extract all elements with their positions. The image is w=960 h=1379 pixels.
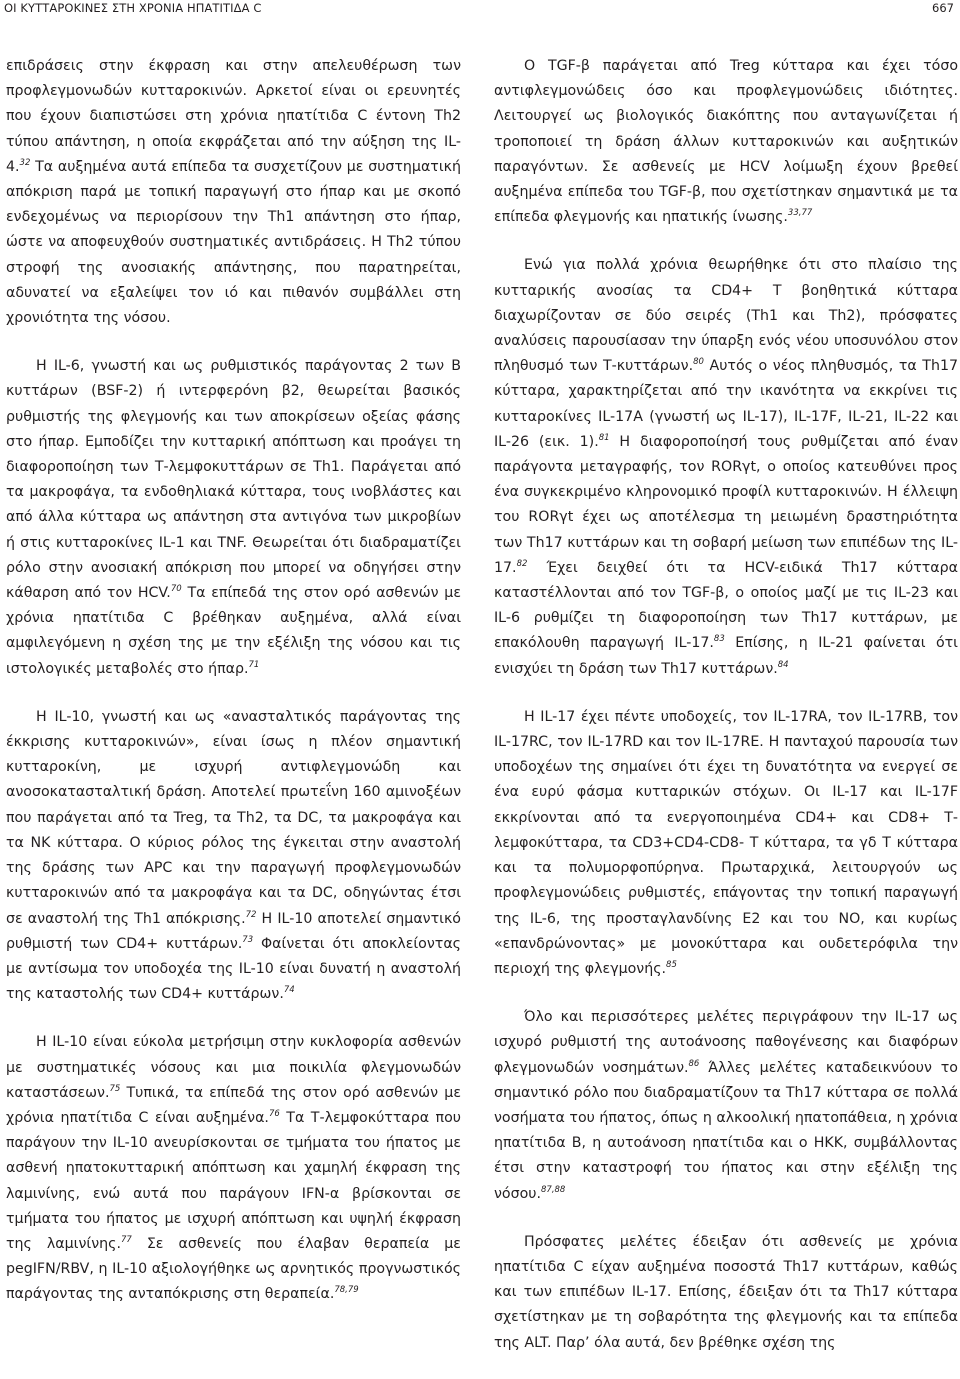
paragraph-text: Αυτός ο νέος πληθυσμός, τα Th17 κύτταρα, χαρακτηρίζεται από την ικανότητα να εκκρίνει τις κυτταροκίνες IL-17A (γνωστή ως IL-17), IL-17F, IL-21, IL-22 και IL-26 (εικ. 1). bbox=[494, 358, 959, 450]
citation: 75 bbox=[109, 1083, 121, 1094]
citation: 83 bbox=[713, 634, 725, 645]
paragraph bbox=[494, 1230, 958, 1356]
citation: 74 bbox=[283, 985, 295, 996]
citation: 32 bbox=[19, 157, 31, 168]
citation: 81 bbox=[598, 432, 610, 443]
citation: 87,88 bbox=[541, 1184, 566, 1195]
right-column bbox=[494, 54, 958, 1379]
paragraph-text: Η διαφοροποίησή τους ρυθμίζεται από έναν παράγοντα μεταγραφής, τον RORγt, ο οποίος κατευθύνει προς ένα συγκεκριμένο κληρονομικό προφίλ κυτταροκινών. Η έλλειψη του RORγt έχει ως αποτέλεσμα τη μειωμένη δραστηριότητα των Th17 κυττάρων και τη σοβαρή μείωση των επιπέδων της IL-17. bbox=[494, 433, 958, 576]
paragraph bbox=[494, 54, 958, 230]
paragraph-text: Η IL-17 έχει πέντε υποδοχείς, τον IL-17RA, τον IL-17RB, τον IL-17RC, τον IL-17RD και τον IL-17RE. Η πανταχού παρουσία των υποδοχέων της σημαίνει ότι έχει τη δυνατότητα να ενεργεί σε ένα ευρύ φάσμα κυτταρικών στόχων. Οι IL-17 και IL-17F εκκρίνονται από τα ενεργοποιημένα CD4+ και CD8+ Τ-λεμφοκύτταρα, τα CD3+CD4-CD8- Τ κύτταρα, τα γδ Τ κύτταρα και τα πολυμορφοπύρηνα. Πρωταρχικά, λειτουργούν ως προφλεγμονώδεις ρυθμιστές, επάγοντας την τοπική παραγωγή της IL-6, της προσταγλανδίνης Ε2 και του NO, και κυρίως «επανδρώνοντας» με μονοκύτταρα και ουδετερόφιλα την περιοχή της φλεγμονής. bbox=[494, 708, 958, 977]
paragraph-text: επιδράσεις στην έκφραση και στην απελευθέρωση των προφλεγμονωδών κυτταροκινών. Αρκετοί είναι οι ερευνητές που έχουν διαπιστώσει στη χρόνια ηπατίτιδα C έντονη Th2 τύπου απάντηση, η οποία εκφράζεται από την αύξηση της IL-4. bbox=[6, 58, 461, 175]
citation: 78,79 bbox=[334, 1285, 359, 1296]
citation: 86 bbox=[688, 1058, 700, 1069]
citation: 85 bbox=[666, 959, 677, 970]
paragraph bbox=[494, 1005, 958, 1207]
paragraph bbox=[6, 354, 461, 682]
left-column bbox=[6, 54, 461, 1331]
paragraph-text: Η IL-10 είναι εύκολα μετρήσιμη στην κυκλοφορία ασθενών με συστηματικές νόσους και μια ποικιλία φλεγμονωδών καταστάσεων. bbox=[6, 1034, 461, 1101]
paragraph-text: Ενώ για πολλά χρόνια θεωρήθηκε ότι στο πλαίσιο της κυτταρικής ανοσίας τα CD4+ Τ βοηθητικά κύτταρα διαχωρίζονταν σε δύο σειρές (Th1 και Th2), πρόσφατες αναλύσεις παρουσίασαν την ύπαρξη ενός νέου υποσυνόλου στον πληθυσμό των Τ-κυττάρων. bbox=[494, 257, 958, 375]
page-number: 667 bbox=[932, 1, 954, 15]
paragraph-text: Σε ασθενείς που έλαβαν θεραπεία με pegIFN/RBV, η IL-10 αξιολογήθηκε ως αρνητικός προγνωστικός παράγοντας της ανταπόκρισης στη θεραπεία. bbox=[6, 1235, 461, 1303]
citation: 77 bbox=[120, 1234, 132, 1245]
paragraph-text: Η IL-10, γνωστή και ως «ανασταλτικός παράγοντας της έκκρισης κυτταροκινών», είναι ίσως η πλέον σημαντική κυτταροκίνη, με ισχυρή αντιφλεγμονώδη και ανοσοκατασταλτική δράση. Αποτελεί πρωτεΐνη 160 αμινοξέων που παράγεται από τα Treg, τα Th2, τα DC, τα μακροφάγα και τα NK κύτταρα. Ο κύριος ρόλος της έγκειται στην αναστολή της δράσης των APC και την παραγωγή προφλεγμονωδών κυτταροκινών από τα μακροφάγα και τα DC, οδηγώντας έτσι σε αναστολή της Th1 απόκρισης. bbox=[6, 708, 461, 927]
paragraph-text: Πρόσφατες μελέτες έδειξαν ότι ασθενείς με χρόνια ηπατίτιδα C είχαν αυξημένα ποσοστά Th17 κυττάρων, καθώς και των επιπέδων IL-17. Επίσης, έδειξαν ότι τα Th17 κύτταρα σχετίστηκαν με τη σοβαρότητα της φλεγμονής και τα επίπεδα της ALT. Παρ’ όλα αυτά, δεν βρέθηκε σχέση της bbox=[494, 1233, 958, 1351]
paragraph-text: Η IL-6, γνωστή και ως ρυθμιστικός παράγοντας 2 των Β κυττάρων (BSF-2) ή ιντερφερόνη β2, θεωρείται βασικός ρυθμιστής της φλεγμονής και των αποκρίσεων οξείας φάσης στο ήπαρ. Εμποδίζει την κυτταρική απόπτωση και προάγει τη διαφοροποίηση των Τ-λεμφοκυττάρων σε Th1. Παράγεται από τα μακροφάγα, τα ενδοθηλιακά κύτταρα, τους ινοβλάστες και από άλλα κύτταρα ως απάντηση στα αντιγόνα των μικροβίων ή στις κυτταροκίνες IL-1 και TNF. Θεωρείται ότι διαδραματίζει ρόλο στην ανοσιακή απόκριση που μπορεί να οδηγήσει στην κάθαρση από τον HCV. bbox=[6, 358, 461, 602]
paragraph-text: Άλλες μελέτες καταδεικνύουν το σημαντικό ρόλο που διαδραματίζουν τα Th17 κύτταρα σε πολλά νοσήματα του ήπατος, όπως η αλκοολική ηπατοπάθεια, η χρόνια ηπατίτιδα Β, η αυτοάνοση ηπατίτιδα και ο HKK, συμβάλλοντας έτσι στην καταστροφή του ήπατος και στην εξέλιξη της νόσου. bbox=[494, 1059, 958, 1202]
header-title: ΟΙ ΚΥΤΤΑΡΟΚΙΝΕΣ ΣΤΗ ΧΡΟΝΙΑ ΗΠΑΤΙΤΙΔΑ C bbox=[4, 1, 262, 15]
citation: 70 bbox=[170, 584, 182, 595]
paragraph bbox=[6, 54, 461, 331]
running-header bbox=[0, 0, 960, 20]
citation: 82 bbox=[516, 558, 528, 569]
citation: 72 bbox=[245, 909, 257, 920]
paragraph-text: Τυπικά, τα επίπεδά της στον ορό ασθενών με χρόνια ηπατίτιδα C είναι αυξημένα. bbox=[6, 1084, 461, 1126]
citation: 33,77 bbox=[787, 208, 813, 219]
citation: 73 bbox=[242, 934, 254, 945]
paragraph-text: Φαίνεται ότι αποκλείοντας με αντίσωμα τον υποδοχέα της IL-10 είναι δυνατή η αναστολή της καταστολής των CD4+ κυττάρων. bbox=[6, 935, 461, 1003]
paragraph bbox=[494, 253, 958, 681]
paragraph-text: Όλο και περισσότερες μελέτες περιγράφουν την IL-17 ως ισχυρό ρυθμιστή της αυτοάνοσης παθογένεσης και διαφόρων φλεγμονωδών νοσημάτων. bbox=[494, 1009, 958, 1076]
paragraph-text: Επίσης, η IL-21 φαίνεται ότι ενισχύει τη δράση των Th17 κυττάρων. bbox=[494, 635, 958, 677]
paragraph-text: Ο TGF-β παράγεται από Treg κύτταρα και έχει τόσο αντιφλεγμονώδεις όσο και προφλεγμονώδεις ιδιότητες. Λειτουργεί ως βιολογικός διακόπτης που ανταγωνίζεται ή τροποποιεί τη δράση άλλων κυτταροκινών και αυξητικών παραγόντων. Σε ασθενείς με HCV λοίμωξη έχουν βρεθεί αυξημένα επίπεδα του TGF-β, που σχετίστηκαν σημαντικά με τα επίπεδα φλεγμονής και ηπατικής ίνωσης. bbox=[494, 58, 958, 226]
paragraph-text: Η IL-10 αποτελεί σημαντικό ρυθμιστή των CD4+ κυττάρων. bbox=[6, 910, 461, 952]
citation: 80 bbox=[693, 357, 704, 368]
paragraph-text: Τα αυξημένα αυτά επίπεδα τα συσχετίζουν με συστηματική απόκριση παρά με τοπική παραγωγή στο ήπαρ και με σκοπό ενδεχομένως να περιορίσουν την Th1 απάντηση στο ήπαρ, ώστε να αποφευχθούν συστηματικές αντιδράσεις. Η Th2 τύπου στροφή της ανοσιακής απάντησης, που παρατηρείται, αδυνατεί να εξαλείψει τον ιό και πιθανόν συμβάλλει στη χρονιότητα της νόσου. bbox=[6, 158, 461, 327]
paragraph bbox=[6, 1030, 461, 1307]
paragraph bbox=[494, 705, 958, 982]
paragraph bbox=[6, 705, 461, 1007]
paragraph-text: Τα Τ-λεμφοκύτταρα που παράγουν την IL-10 ανευρίσκονται σε τμήματα του ήπατος με ασθενή ηπατοκυτταρική απόπτωση και χαμηλή έκφραση της λαμινίνης, ενώ αυτά που παράγουν IFN-α βρίσκονται σε τμήματα του ήπατος με ισχυρή απόπτωση και υψηλή έκφραση της λαμινίνης. bbox=[6, 1109, 461, 1252]
paragraph-text: Έχει δειχθεί ότι τα HCV-ειδικά Th17 κύτταρα καταστέλλονται από τον TGF-β, ο οποίος μαζί με τις IL-23 και IL-6 ρυθμίζει τη διαφοροποίηση των Th17 κυττάρων, με επακόλουθη παραγωγή IL-17. bbox=[494, 559, 958, 652]
citation: 76 bbox=[268, 1108, 280, 1119]
paragraph-text: Τα επίπεδά της στον ορό ασθενών με χρόνια ηπατίτιδα C βρέθηκαν αυξημένα, αλλά είναι αμφιλεγόμενη η σχέση της με την εξέλιξη της νόσου και τις ιστολογικές μεταβολές στο ήπαρ. bbox=[6, 585, 461, 677]
citation: 84 bbox=[777, 659, 789, 670]
citation: 71 bbox=[248, 659, 260, 670]
